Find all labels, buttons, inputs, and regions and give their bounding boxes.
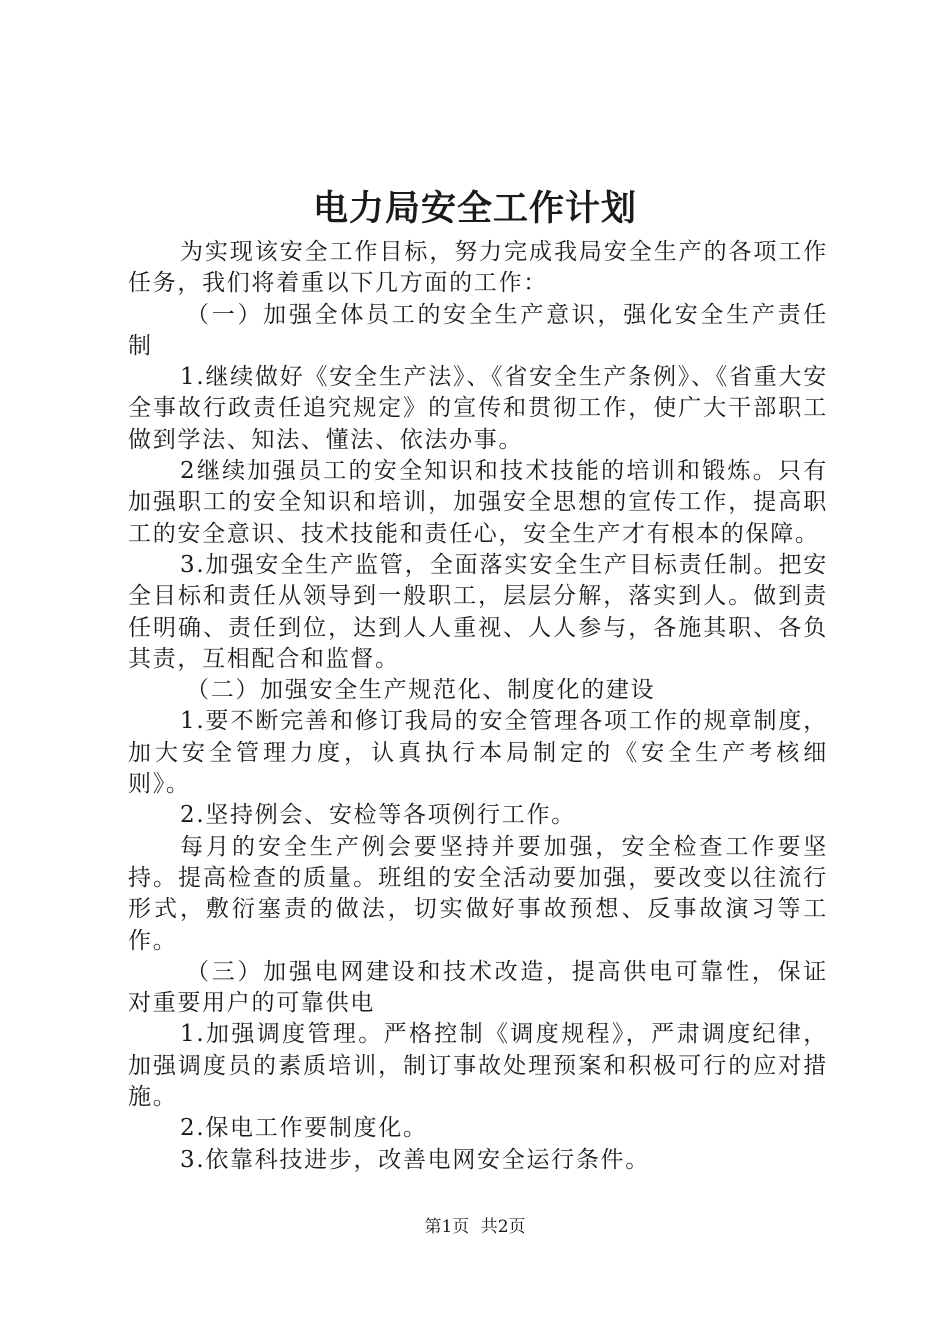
page-total: 共2页 [480,1217,526,1237]
section-1-item-1: 1.继续做好《安全生产法》、《省安全生产条例》、《省重大安全事故行政责任追究规定》的宣传和贯彻工作，使广大干部职工做到学法、知法、懂法、依法办事。 [128,364,828,453]
document-body [128,237,828,1176]
section-heading-1: （一）加强全体员工的安全生产意识，强化安全生产责任制 [128,301,828,359]
section-3-item-1: 1.加强调度管理。严格控制《调度规程》，严肃调度纪律，加强调度员的素质培训，制订事故处理预案和积极可行的应对措施。 [128,1021,828,1111]
section-heading-3: （三）加强电网建设和技术改造，提高供电可靠性，保证对重要用户的可靠供电 [128,958,828,1017]
section-1-item-2: 2继续加强员工的安全知识和技术技能的培训和锻炼。只有加强职工的安全知识和培训，加强安全思想的宣传工作，提高职工的安全意识、技术技能和责任心，安全生产才有根本的保障。 [128,458,828,547]
section-3-item-3: 3.依靠科技进步，改善电网安全运行条件。 [180,1146,650,1173]
document-title: 电力局安全工作计划 [312,188,637,229]
section-2-item-1: 1.要不断完善和修订我局的安全管理各项工作的规章制度，加大安全管理力度，认真执行本局制定的《安全生产考核细则》。 [128,708,828,798]
section-2-item-2: 2.坚持例会、安检等各项例行工作。 [180,802,576,829]
section-3-item-2: 2.保电工作要制度化。 [180,1115,428,1142]
page-number: 第1页 [424,1217,470,1237]
section-2-detail: 每月的安全生产例会要坚持并要加强，安全检查工作要坚持。提高检查的质量。班组的安全活动要加强，要改变以往流行形式，敷衍塞责的做法，切实做好事故预想、反事故演习等工作。 [128,833,828,954]
section-heading-2: （二）加强安全生产规范化、制度化的建设 [186,677,656,704]
intro-paragraph: 为实现该安全工作目标，努力完成我局安全生产的各项工作任务，我们将着重以下几方面的工作： [128,239,828,297]
section-1-item-3: 3.加强安全生产监管，全面落实安全生产目标责任制。把安全目标和责任从领导到一般职工，层层分解，落实到人。做到责任明确、责任到位，达到人人重视、人人参与，各施其职、各负其责，互相配合和监督。 [128,551,828,672]
page-footer [0,1215,950,1239]
